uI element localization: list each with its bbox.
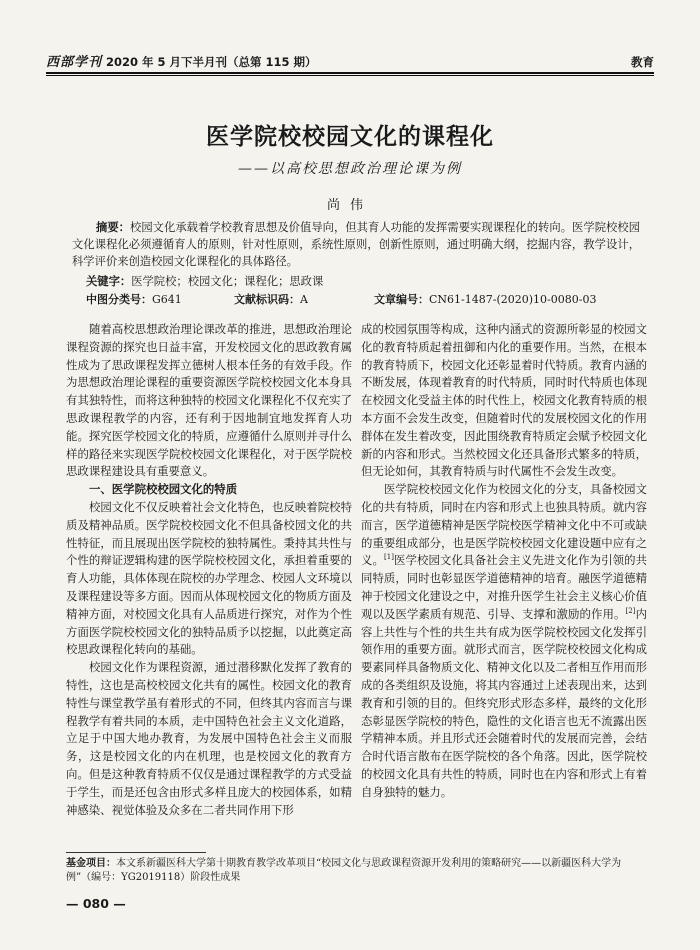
footnote-rule	[66, 852, 206, 853]
paragraph-3: 校园文化作为课程资源，通过潜移默化发挥了教育的特性，这也是高校校园文化共有的属性。校园文化的教育特性与课堂教学虽有着形式的不同，但终其内容而言与课程教学有着共同的本质，走中国特色社会主义文化道路，立足于中国大地办教育，为发展中国特色社会主义而服务，这是校园文化的内在机理，也是校园文化的教育方向。但是这种教育特质不仅仅是通过课程教学的方式受益于学生，而是还包含由形式多样且庞大的校园体系，如精神感染、视觉体验及众多在二者共同作用下形	[66, 660, 352, 817]
article-number: 文章编号：CN61-1487-(2020)10-0080-03	[374, 293, 597, 306]
header-rule	[46, 72, 654, 74]
body-column-left	[66, 321, 352, 819]
article-title: 医学院校校园文化的课程化	[206, 123, 494, 150]
author-name: 尚伟	[326, 198, 373, 213]
keywords-text: 医学院校；校园文化；课程化；思政课	[131, 275, 324, 288]
paragraph-5: 医学院校校园文化作为校园文化的分支，具备校园文化的共有特质，同时在内容和形式上也独具特质。就内容而言，医学道德精神是医学院校医学精神文化中不可或缺的重要组成部分，也是医学院校校园文化建设题中应有之义。[1]医学校园文化具备社会主义先进文化作为引领的共同特质，同时也彰显医学道德精神的培育。融医学道德精神于校园文化建设之中，对推升医学生社会主义核心价值观以及医学素质有规范、引导、支撑和激励的作用。[2]内容上共性与个性的共生共有成为医学院校校园文化发挥引领作用的重要方面。就形式而言，医学院校校园文化构成要素同样具备物质文化、精神文化以及二者相互作用而形成的各类组织及设施，将其内容通过上述表现出来，达到教育和引领的目的。但终究形式形态多样，最终的文化形态彰显医学院校的特色，隐性的文化语言也无不流露出医学精神本质。并且形式还会随着时代的发展而完善，会结合时代语言散布在医学院校的各个角落。因此，医学院校的校园文化具有共性的特质，同时也在内容和形式上有着自身独特的魅力。	[361, 482, 647, 799]
header-rule-thin	[46, 75, 654, 76]
ref-1: [1]	[384, 553, 394, 562]
paragraph-2: 校园文化不仅反映着社会文化特色，也反映着院校特质及精神品质。医学院校校园文化不但具备校园文化的共性特征，而且展现出医学院校的独特属性。秉持其共性与个性的辩证逻辑构建的医学院校校园文化，承担着重要的育人功能，具体体现在院校的办学理念、校园人文环境以及课程建设等多方面。因而从体现校园文化的物质方面及精神方面，对校园文化具有人品质进行探究，对作为个性方面医学院校校园文化的独特品质予以挖掘，以此奠定高校思政课程化转向的基础。	[66, 499, 352, 657]
issue-info: 2020 年 5 月下半月刊（总第 115 期）	[106, 55, 317, 69]
paragraph-4: 成的校园氛围等构成，这种内涵式的资源所彰显的校园文化的教育特质起着扭御和内化的重要作用。当然，在根本的教育特质下，校园文化还彰显着时代特质。教育内涵的不断发展，体现着教育的时代特质，同时时代特质也体现在校园文化受益主体的时代性上，校园文化教育特质的根本方面不会发生改变，但随着时代的发展校园文化的作用群体在发生着改变，因此围绕教育特质定会赋予校园文化新的内容和形式。当然校园文化还具备形式繁多的特质，但无论如何，其教育特质与时代属性不会发生改变。	[361, 322, 647, 479]
keywords	[86, 273, 640, 290]
footnote	[66, 857, 638, 885]
article-subtitle: ——以高校思想政治理论课为例	[238, 161, 462, 177]
body-column-right	[361, 321, 647, 802]
keywords-label: 关键字：	[86, 275, 132, 288]
page-number: — 080 —	[66, 896, 126, 911]
section-heading: 一、医学院校校园文化的特质	[89, 482, 238, 497]
running-header	[46, 50, 654, 70]
clc-code: 中图分类号：G641	[86, 293, 182, 306]
footnote-label: 基金项目：	[66, 858, 116, 869]
journal-name: 西部学刊	[46, 55, 103, 70]
abstract-text: 校园文化承载着学校教育思想及价值导向，但其育人功能的发挥需要实现课程化的转向。医学院校校园文化课程化必须遵循育人的原则，针对性原则，系统性原则，创新性原则，通过明确大纲，挖掘内容，教学设计，科学评价来创造校园文化课程化的具体路径。	[72, 221, 640, 268]
footnote-text: 本文系新疆医科大学第十期教育教学改革项目“校园文化与思政课程资源开发利用的策略研究——以新疆医科大学为例”（编号：YG2019118）阶段性成果	[66, 858, 622, 883]
abstract-label: 摘要：	[96, 221, 131, 234]
paragraph-intro: 随着高校思想政治理论课改革的推进，思想政治理论课程资源的探究也日益丰富，开发校园文化的思政教育属性成为了思政课程发挥立德树人根本任务的有效手段。作为思想政治理论课程的重要资源医学院校校园文化本身具有其独特性，而将这种独特的校园文化课程化不仅充实了思政课程教学的内容，还有利于因地制宜地发挥育人功能。探究医学校园文化的特质，应遵循什么原则并寻什么样的路径来实现医学院校校园文化课程化，对于医学院校思政课程建设具有重要意义。	[66, 322, 352, 479]
ref-2: [2]	[625, 606, 636, 615]
header-left	[46, 51, 317, 70]
section-label: 教育	[631, 55, 654, 69]
doc-code: 文献标识码：A	[234, 293, 308, 306]
abstract	[72, 219, 640, 270]
